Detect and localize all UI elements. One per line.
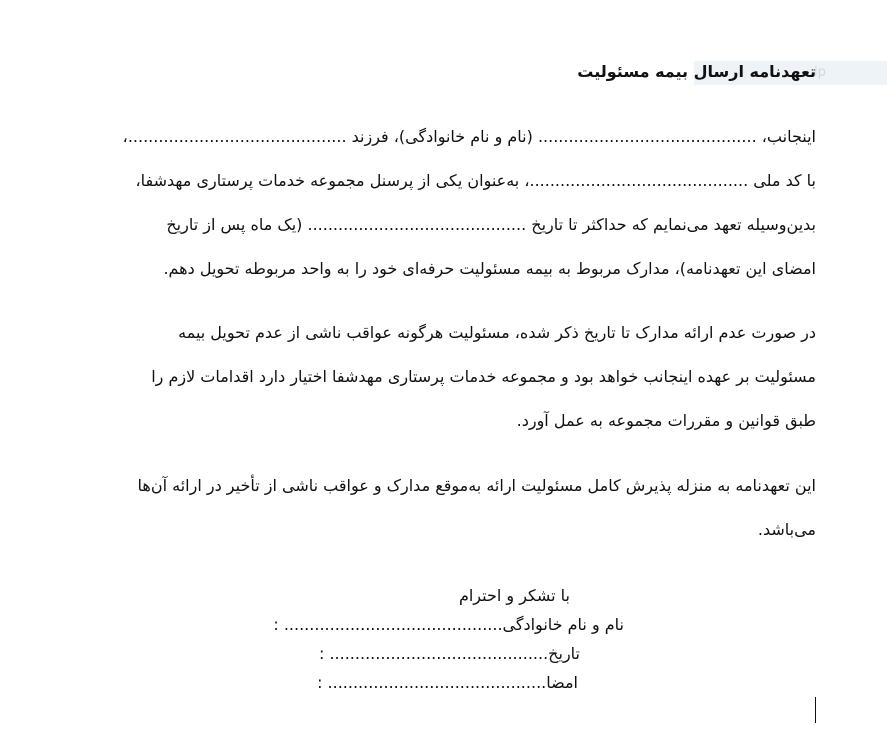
paragraph-2-line-2: مسئولیت بر عهده اینجانب خواهد بود و مجموعه خدمات پرستاری مهدشفا اختیار دارد اقدامات لازم را [151, 367, 816, 386]
paragraph-3-line-2: می‌باشد. [757, 520, 816, 539]
paragraph-1-line-2: با کد ملی ...........................................، به‌عنوان یکی از پرسنل مجموعه خدمات پرستاری مهدشفا، [135, 171, 816, 190]
signature-sign-field: امضا........................................... : [317, 673, 578, 692]
paragraph-1-line-1: اینجانب، ........................................... (نام و نام خانوادگی)، فرزند ...........................................، [122, 127, 816, 146]
signature-name-field: نام و نام خانوادگی........................................... : [273, 615, 624, 634]
paragraph-2-line-1: در صورت عدم ارائه مدارک تا تاریخ ذکر شده، مسئولیت هرگونه عواقب ناشی از عدم تحویل بیمه [178, 323, 816, 342]
text-cursor [815, 697, 816, 723]
signature-date-field: تاریخ........................................... : [318, 644, 580, 663]
paragraph-2-line-3: طبق قوانین و مقررات مجموعه به عمل آورد. [516, 411, 816, 430]
paragraph-1-line-4: امضای این تعهدنامه)، مدارک مربوط به بیمه مسئولیت حرفه‌ای خود را به واحد مربوطه تحویل دهم. [163, 259, 816, 278]
document-title: تعهدنامه ارسال بیمه مسئولیت [577, 62, 816, 81]
tooltip-chip: ip [694, 61, 887, 85]
document-page[interactable] [68, 0, 816, 750]
paragraph-3-line-1: این تعهدنامه به منزله پذیرش کامل مسئولیت ارائه به‌موقع مدارک و عواقب ناشی از تأخیر در ارائه آن‌ها [137, 476, 816, 495]
paragraph-1-line-3: بدین‌وسیله تعهد می‌نمایم که حداکثر تا تاریخ ........................................... (یک ماه پس از تاریخ [166, 215, 816, 234]
closing-text: با تشکر و احترام [458, 586, 570, 605]
